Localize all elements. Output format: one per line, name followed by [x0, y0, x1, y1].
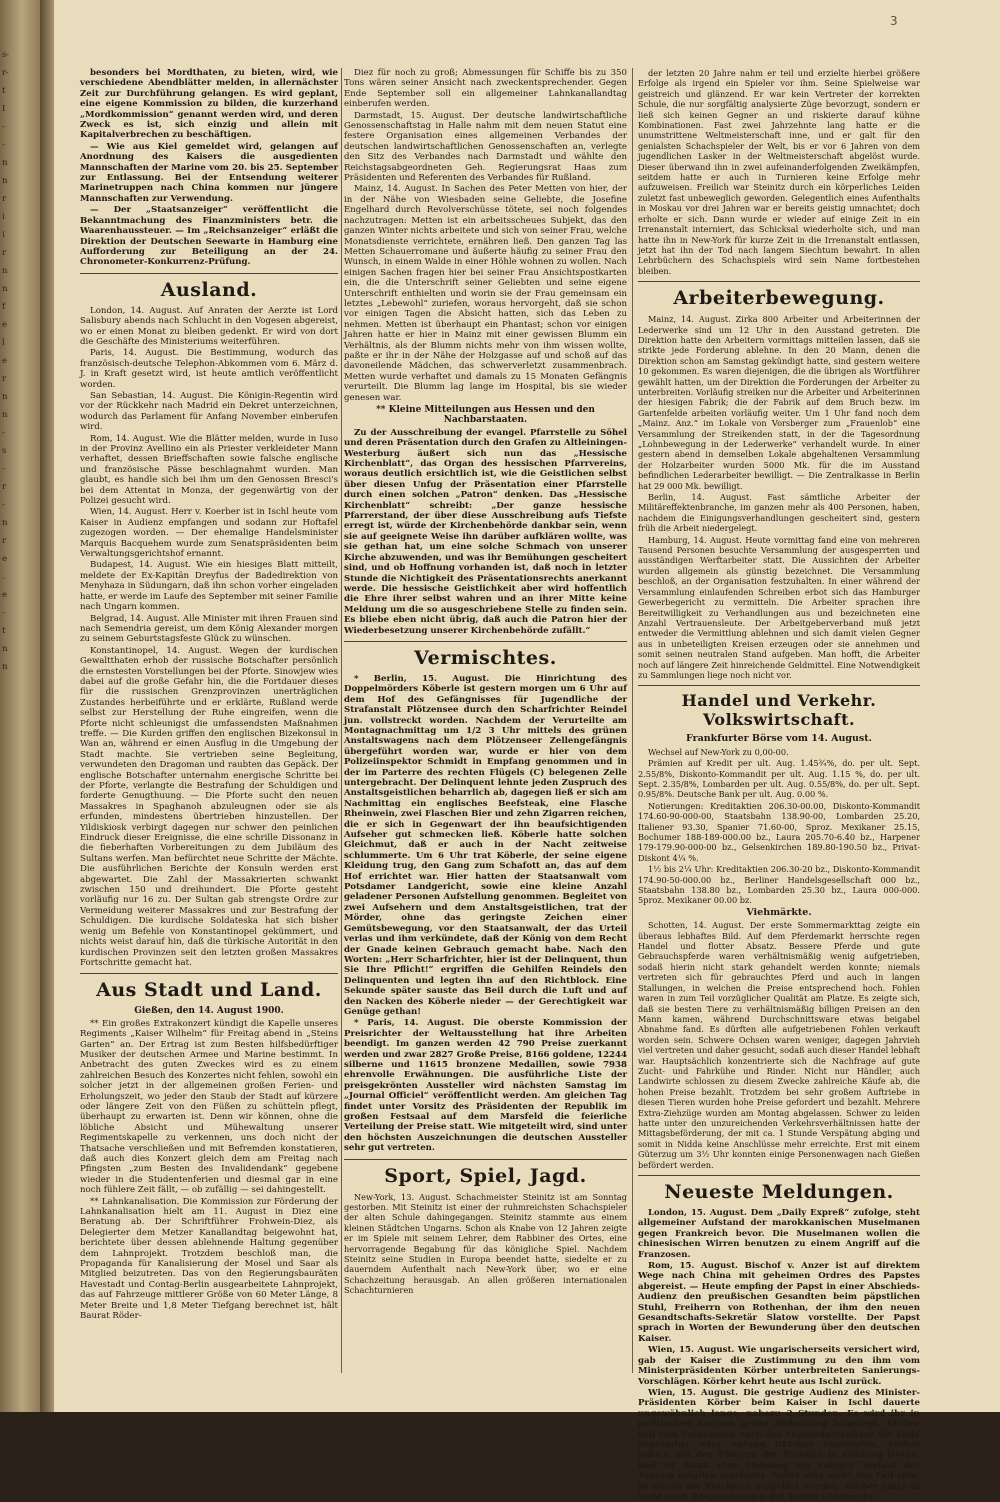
article-paragraph: San Sebastian, 14. August. Die Königin-Regentin wird vor der Rückkehr nach Madrid ein Dekret unterzeichnen, wodurch das Parlament für Anfang November einberufen wird.	[80, 390, 338, 433]
article-paragraph: Darmstadt, 15. August. Der deutsche landwirtschaftliche Genossenschaftstag in Halle nahm mit dem neuen Statut eine festere Organisation eines allgemeinen Verbandes der deutschen landwirtschaftlichen Genossenschaften an, verlegte den Sitz des Verbandes nach Darmstadt und wählte den Reichstagsabgeordneten Geh. Regierungsrat Haas zum Präsidenten und Referenten des Verbandes für Rußland.	[344, 110, 627, 184]
column-3	[638, 68, 920, 1502]
article-paragraph: Konstantinopel, 14. August. Wegen der kurdischen Gewaltthaten erhob der russische Botschafter persönlich die ernstesten Vorstellungen bei der Pforte. Sinowjew wies dabei auf die große Gefahr hin, die die Fortdauer dieses für die russischen Grenzprovinzen unerträglichen Zustandes herbeiführte und er erklärte, Rußland werde selbst zur Herstellung der Ruhe eingreifen, wenn die Pforte nicht schleunigst die umfassendsten Maßnahmen treffe. — Die Kurden griffen den englischen Bizekonsul in Wan an, während er einen Ausflug in die Umgebung der Stadt machte. Sie vertrieben seine Begleitung, verwundeten den Dragoman und raubten das Gepäck. Der englische Botschafter unternahm energische Schritte bei der Pforte, verlangte die Bestrafung der Schuldigen und forderte Genugthuung. — Die Pforte sucht den neuen Massakres in Spaghanoh abzuleugnen oder sie als erfunden, mindestens übertrieben hinzustellen. Der Yildiskiosk verbirgt dagegen nur schwer den peinlichen Eindruck dieser Ereignisse, die eine schrille Dissonanz in die fieberhaften Vorbereitungen zu dem Jubiläum des Sultans werfen. Man befürchtet neue Schritte der Mächte. Die ausführlichen Berichte der Konsuln werden erst abgewartet. Die Zahl der Massakrierten schwankt zwischen 150 und dreihundert. Die Pforte gesteht vorläufig nur 16 zu. Der Sultan gab strengste Ordre zur Vermeidung weiterer Massakres und zur Bestrafung der Schuldigen. Die kurdische Soldateska hat sich bisher wenig um Befehle von Konstantinopel gekümmert, und nichts weist darauf hin, daß die türkische Autorität in den kurdischen Provinzen seit den letzten großen Massakres Fortschritte gemacht hat.	[80, 645, 338, 968]
article-paragraph: ** Ein großes Extrakonzert kündigt die Kapelle unseres Regiments „Kaiser Wilhelm“ für Freitag abend in „Steins Garten“ an. Der Ertrag ist zum Besten hilfsbedürftiger Musiker der deutschen Armee und Marine bestimmt. In Anbetracht des guten Zweckes wird es zu einem zahlreichen Besuch des Konzertes nicht fehlen, sowohl ein solcher jetzt in der allgemeinen großen Ferien- und Erholungszeit, wo jeder den Staub der Stadt auf kürzere oder längere Zeit von den Füßen zu schütteln pflegt, überhaupt zu erwarten ist. Denn wir können, ohne die löbliche Absicht und Mühewaltung unserer Regimentskapelle zu verkennen, uns doch nicht der Thatsache verschließen und mit Befremden konstatieren, daß auch dies Konzert gleich dem am Freitag nach Pfingsten „zum Besten des Invalidendank“ gegebene wieder in die Studentenferien und diesmal gar in eine noch fühlere Zeit fällt, — ob zufällig — sei dahingestellt.	[80, 1018, 338, 1196]
column-divider	[632, 68, 633, 1373]
section-heading-neueste-meldungen: Neueste Meldungen.	[664, 1181, 894, 1203]
article-paragraph: London, 15. August. Dem „Daily Expreß“ zufolge, steht allgemeiner Aufstand der marokkanischen Muselmanen gegen Frankreich bevor. Die Muselmanen wollen die chinesischen Wirren benutzen zu einem Angriff auf die Franzosen.	[638, 1208, 920, 1260]
boerse-title: Frankfurter Börse vom 14. August.	[686, 733, 872, 745]
section-rule	[344, 1159, 627, 1160]
viehmarkt-articles	[638, 920, 920, 1170]
page-gutter	[40, 0, 54, 1412]
article-paragraph: Budapest, 14. August. Wie ein hiesiges Blatt mitteilt, meldete der Ex-Kapitän Dreyfus der Badedirektion von Menyhaza in Südungarn, daß ihn schon vorher eingeladen hatte, er werde im Laufe des September mit seiner Familie nach Ungarn kommen.	[80, 560, 338, 613]
section-heading-hessen: ** Kleine Mitteilungen aus Hessen und den Nachbarstaaten.	[376, 405, 595, 426]
section-rule	[638, 281, 920, 282]
article-paragraph: Prämien auf Kredit per ult. Aug. 1.45¾%, do. per ult. Sept. 2.55/8%, Diskonto-Kommandit per ult. Aug. 1.15 %, do. per ult. Sept. 2.35/8%, Lombarden per ult. Aug. 0.55/8%, do. per ult. Sept. 0.95/8%. Deutsche Bank per ult. Aug. 0.00 %.	[638, 758, 920, 800]
column-1	[80, 68, 338, 1378]
article-paragraph: New-York, 13. August. Schachmeister Steinitz ist am Sonntag gestorben. Mit Steinitz ist einer der ruhmreichsten Schachspieler der alten Schule dahingegangen. Steinitz stammte aus einem kleinen Städtchen Ungarns. Schon als Knabe von 12 Jahren zeigte er im Spiele mit seinem Lehrer, dem Rabbiner des Ortes, eine hervorragende Begabung für das königliche Spiel. Nachdem Steinitz seine Studien in Europa beendet hatte, siedelte er zu dauerndem Aufenthalt nach New-York über, wo er eine Schachzeitung herausgab. An allen größeren internationalen Schachturnieren	[344, 1191, 627, 1296]
article-paragraph: Schotten, 14. August. Der erste Sommermarkttag zeigte ein überaus lebhaftes Bild. Auf dem Pferdemarkt herrschte regen Handel und flotter Absatz. Bessere Pferde und gute Gebrauchspferde waren verhältnismäßig wenig aufgetrieben, sodaß hierin nicht stark gehandelt werden konnte; niemals vertreten sich für gebrauchtes Pferd und auch in langen Stallungen, in welchen die Preise entsprechend hoch. Fohlen waren in zum Teil vorzüglicher Qualität am Platze. Es zeigte sich, daß sie besten Tiere zu verhältnismäßig billigen Preisen an den Mann kamen, während Durchschnittsware etwas beigabel Abnahme fand. Es dürften alle aufgetriebenen Fohlen verkauft worden sein. Schwere Ochsen waren weniger, dagegen Jahrvieh viel vertreten und daher gesucht, sodaß auch dieser Handel lebhaft war. Hauptsächlich konzentrierte sich die Nachfrage auf gute Zucht- und Fahrkühe und Rinder. Nicht nur Händler, auch Landwirte schlossen zu diesem Zwecke zahlreiche Käufe ab, die hohen Preise bezahlt. Trotzdem bei sehr großem Auftriebe in diesen Tieren wurden hohe Preise gefordert und bezahlt. Mehrere Extra-Ziehzüge wurden am Montag abgelassen. Schwer zu leiden hatte unter den unzureichenden Verkehrsverhältnissen hatte der Mittagsbeförderung, der mit ca. 1 Stunde Verspätung abging und somit in Nidda keine Anschlüsse mehr erreichte. Erst mit einem Güterzug um 3½ Uhr konnten einige Personenwagen nach Gießen befördert werden.	[638, 920, 920, 1170]
stadt-articles	[80, 1019, 338, 1322]
article-paragraph: Hamburg, 14. August. Heute vormittag fand eine von mehreren Tausend Personen besuchte Versammlung der ausgesperrten und ausständigen Werftarbeiter statt. Die Aussichten der Arbeiter wurden allgemein als günstig bezeichnet. Die Versammlung beschloß, an der Organisation festzuhalten. In einer während der Versammlung einlaufenden Schreiben erbot sich das Hamburger Gewerbegericht zu vermitteln. Die Arbeiter sprachen ihre Bereitwilligkeit zu Verhandlungen aus und bezeichneten eine Anzahl Vertrauensleute. Der Arbeitgeberverband muß jetzt entweder die Vermittlung ablehnen und sich damit vielen Gegner aus in unbeteiligten Kreisen erzeugen oder sie annehmen und somit seinen neutralen Stand aufgeben. Man hofft, die Arbeiter noch auf längere Zeit hinreichende Geldmittel. Eine Notwendigkeit zu Sammlungen liege noch nicht vor.	[638, 534, 920, 680]
section-heading-sport: Sport, Spiel, Jagd.	[384, 1164, 587, 1187]
article-paragraph: London, 14. August. Auf Anraten der Aerzte ist Lord Salisbury abends nach Schlucht in den Vogesen abgereist, wo er einen Monat zu bleiben gedenkt. Er wird von dort die Geschäfte des Ministeriums weiterführen.	[80, 305, 338, 347]
viehmarkt-title: Viehmärkte.	[746, 906, 812, 918]
article-paragraph: Diez für noch zu groß; Abmessungen für Schiffe bis zu 350 Tons wären seiner Ansicht nach zweckentsprechender. Gegen Ende September soll ein allgemeiner Lahnkanallandtag einberufen werden.	[344, 68, 627, 110]
article-paragraph: — Wie aus Kiel gemeldet wird, gelangen auf Anordnung des Kaisers die ausgedienten Mannschaften der Marine vom 20. bis 25. September zur Entlassung. Bei der Entsendung weiterer Marinetruppen nach China kommen nur jüngere Mannschaften zur Verwendung.	[80, 141, 338, 204]
article-paragraph: Paris, 14. August. Die Bestimmung, wodurch das französisch-deutsche Telephon-Abkommen vom 6. März d. J. in Kraft gesetzt wird, ist heute amtlich veröffentlicht worden.	[80, 348, 338, 390]
previous-page-fragments: s- r- t I - - n n r i i r n n f e l e r n n - s - r - n r e . e - t n n	[2, 50, 9, 672]
section-rule	[638, 685, 920, 686]
article-paragraph: Zu der Ausschreibung der evangel. Pfarrstelle zu Söhel und deren Präsentation durch den Grafen zu Altleiningen-Westerburg äußert sich nun das „Hessische Kirchenblatt“, das Organ des hessischen Pfarrvereins, woraus deutlich ersichtlich ist, wie die Geistlichen selbst über diesen Unfug der Präsentation einer Pfarrstelle durch einen solchen „Patron“ denken. Das „Hessische Kirchenblatt“ schreibt: „Der ganze hessische Pfarrerstand, der über diese Ausschreibung aufs Tiefste erregt ist, würde der Kirchenbehörde dankbar sein, wenn sie auf geeignete Weise ihn darüber aufklären wollte, was sie gethan hat, um eine solche Schmach von unserer Kirche abzuwenden, und was ihr Bemühungen gescheitert sind, und ob Hoffnung vorhanden ist, daß noch in letzter Stunde die Nichtigkeit des Präsentationsrechts anerkannt werde. Die hessische Geistlichkeit aber wird hoffentlich die Ehre ihrer selbst wahren und an ihrer Mitte keine Meldung um die so ausgeschriebene Stelle zu finden sein. Es bliebe eben nicht übrig, daß auch die Patron hier der Wiederbesetzung unserer Kirchenbehörde zufällt.“	[344, 427, 627, 636]
section-rule	[638, 1175, 920, 1176]
arbeiter-articles	[638, 314, 920, 680]
sport-articles	[344, 1192, 627, 1296]
article-paragraph: Wien, 15. August. Die gestrige Audienz des Minister-Präsidenten Körber beim Kaiser in Ischl dauerte ungewöhnlich lange, nahezu 2 Stunden. Es wird ihr in politischen Kreisen große Bedeutung beigelegt. Körber will vom Vernehmen nach das Abgeordnetenhaus für Ende September oder Anfang Oktober einberufen, vorher jedoch mit den Führern der Parteien in Fühlung treten, weil er damit eine Meinung ein ruhiger Verlauf der Tagung möglich erscheint. Sollte dies nicht der Fall sein, so würde der Reichsrat aufgelöst werden. Körber hatte in Ischl auch Besprechungen mit Baron Chlumecky.	[638, 1387, 920, 1502]
article-paragraph: Wechsel auf New-York zu 0,00-00.	[648, 746, 789, 757]
article-paragraph: Mainz, 14. August. Zirka 800 Arbeiter und Arbeiterinnen der Lederwerke sind um 12 Uhr in den Ausstand getreten. Die Direktion hatte den Arbeitern vormittags mitteilen lassen, daß sie strikte jede Forderung ablehne. In den 20 Mann, denen die Direktion schon am Samstag gekündigt hatte, sind gestern weitere 10 gekommen. Es waren diejenigen, die die übrigen als Wortführer gewählt hatten, um der Direktion die Forderungen der Arbeiter zu unterbreiten. Vorläufig streiken nur die Arbeiter und Arbeiterinnen der hiesigen Fabrik; die der Fabrik auf dem Bruch bezw. im Gartenfelde arbeiten vorläufig weiter. Um 1 Uhr fand noch dem „Mainz. Anz.“ im Lokale von Vorsberger zum „Frauenlob“ eine Versammlung der Streikenden statt, in der die Tagesordnung „Lohnbewegung in der Lederwerke“ verhandelt wurde. In einer gestern abend in demselben Lokale abgehaltenen Versammlung der Holzarbeiter wurden 5000 Mk. für die im Ausstand befindlichen Lederarbeiter bewilligt. — Die Zentralkasse in Berlin hat 29 000 Mk. bewilligt.	[638, 314, 920, 491]
article-paragraph: der letzten 20 Jahre nahm er teil und erzielte hierbei größere Erfolge als irgend ein Spieler vor ihm. Seine Spielweise war geistreich und glänzend. Er war kein Vertreter der korrekten Schule, die nur sorgfältig analysierte Züge bevorzugt, sondern er ließ sich keinen Gegner an und riskierte darauf kühne Kombinationen. Fast zwei Jahrzehnte lang hatte er die unumstrittene Weltmeisterschaft inne, und er galt für den genialsten Schachspieler der Welt, bis er vor 6 Jahren von dem jugendlichen Lasker in der Weltmeisterschaft abgelöst wurde. Dieser überwand ihn in zwei aufeinanderfolgenden Zweikämpfen, seitdem hatte er auch in Turnieren keine Erfolge mehr aufzuweisen. Freilich war Steinitz durch ein körperliches Leiden zuletzt fast unbeweglich geworden. Gelegentlich eines Aufenthalts in Moskau vor drei Jahren war er bereits geistig umnachtet; doch erholte er sich. Dann wurde er wieder auf einige Zeit in ein Irrenanstalt interniert, das Schicksal wiederholte sich, und man hatte ihn in New-York für kurze Zeit in die Irrenanstalt entlassen, jetzt hat ihn der Tod nach langem Siechtum bewahrt. In allen Lehrbüchern des Schachspiels wird sein Name fortbestehen bleiben.	[638, 68, 920, 276]
article-paragraph: * Paris, 14. August. Die oberste Kommission der Preisrichter der Weltausstellung hat ihre Arbeiten beendigt. Im ganzen werden 42 790 Preise zuerkannt werden und zwar 2827 Große Preise, 8166 goldene, 12244 silberne und 11615 bronzene Medaillen, sowie 7938 ehrenvolle Erwähnungen. Die ausführliche Liste der preisgekrönten Aussteller wird nächsten Samstag im „Journal Officiel“ veröffentlicht werden. Am gleichen Tag findet unter Vorsitz des Präsidenten der Republik im großen Festsaal auf dem Marsfeld die feierliche Verteilung der Preise statt. Wie mitgeteilt wird, sind unter den höchsten Auszeichnungen die deutschen Aussteller sehr gut vertreten.	[344, 1018, 627, 1154]
section-heading-vermischtes: Vermischtes.	[414, 646, 557, 669]
article-paragraph: Wien, 15. August. Wie ungarischerseits versichert wird, gab der Kaiser die Zustimmung zu den ihm vom Ministerpräsidenten Körber unterbreiteten Sanierungs-Vorschlägen. Körber kehrt heute aus Ischl zurück.	[638, 1345, 920, 1387]
ausland-articles	[80, 306, 338, 969]
dateline: Gießen, den 14. August 1900.	[134, 1006, 284, 1017]
section-rule	[80, 273, 338, 274]
article-paragraph: Rom, 15. August. Bischof v. Anzer ist auf direktem Wege nach China mit geheimen Ordres des Papstes abgereist. — Heute empfing der Papst in einer Abschieds-Audienz den preußischen Gesandten beim päpstlichen Stuhl, Freiherrn von Rothenhan, der ihm den neuen Gesandtschafts-Sekretär Slatow vorstellte. Der Papst sprach in Worten der Bewunderung über den deutschen Kaiser.	[638, 1261, 920, 1344]
article-paragraph: besonders bei Mordthaten, zu bieten, wird, wie verschiedene Abendblätter melden, in allernächster Zeit zur Durchführung gelangen. Es wird geplant, eine eigene Kommission zu bilden, die kurzerhand „Mordkommission“ genannt werden wird, und deren Zweck es ist, sich einzig und allein mit Kapitalverbrechen zu beschäftigen.	[80, 68, 338, 141]
vermischtes-articles	[344, 674, 627, 1154]
hessen-articles	[344, 428, 627, 636]
article-paragraph: Mainz, 14. August. In Sachen des Peter Metten von hier, der in der Nähe von Wiesbaden seine Geliebte, die Josefine Engelhard durch Revolverschüsse tötete, sei noch folgendes nachzutragen: Metten ist ein arbeitsscheues Subjekt, das den ganzen Winter nichts arbeitete und sich von seiner Frau, welche Monatsdienste verrichtete, ernähren ließ. Den ganzen Tag las Metten Schauerromane und äußerte häufig zu seiner Frau den Wunsch, in einem Walde in einer Höhle wohnen zu wollen. Nach einigen Sachen fragen hier bei seiner Frau Ansichtspostkarten ein, die die Unterschrift seiner Geliebten und seine eigene Unterschrift enthielten und worin sie der Frau gemeinsam ein letztes „Lebewohl“ zuriefen, woraus hervorgeht, daß sie schon vor einigen Tagen die Absicht hatten, sich das Leben zu nehmen. Metten ist überhaupt ein Phantast; schon vor einigen Jahren hatte er hier in Mainz mit einer gewissen Blumm ein Verhältnis, als der Blumm nichts mehr von ihm wissen wollte, paßte er ihr in der Nähe der Holzgasse auf und schoß auf das davoneilende Mädchen, das schwerverletzt zusammenbrach. Metten wurde verhaftet und damals zu 15 Monaten Gefängnis verurteilt. Die Blumm lag lange im Hospital, bis sie wieder genesen war.	[344, 184, 627, 403]
article-paragraph: Belgrad, 14. August. Alle Minister mit ihren Frauen sind nach Semendria gereist, um dem König Alexander morgen zu seinem Geburtstagsfeste Glück zu wünschen.	[80, 613, 338, 645]
column-divider	[341, 68, 342, 1373]
article-paragraph: — Der „Staatsanzeiger“ veröffentlicht die Bekanntmachung des Finanzministers betr. die Waarenhaussteuer. — Im „Reichsanzeiger“ erläßt die Direktion der Deutschen Seewarte in Hamburg eine Aufforderung zur Beteiligung an der 24. Chronometer-Konkurrenz-Prüfung.	[80, 205, 338, 268]
section-rule	[80, 973, 338, 974]
section-rule	[344, 641, 627, 642]
section-heading-stadt-und-land: Aus Stadt und Land.	[96, 979, 322, 1002]
article-paragraph: Notierungen: Kreditaktien 206.30-00.00, Diskonto-Kommandit 174.60-90-000-00, Staatsbahn 138.90-00, Lombarden 25.20, Italiener 93.30, Spanier 71.60-00, Sproz. Mexikaner 25.15, Bochumer 188-189-000.00 bz., Laura 205.70-6.40 bz., Harpener 179-179.90-000-00 bz., Gelsenkirchen 189.80-190.50 bz., Privat-Diskont 4¼ %.	[638, 800, 920, 863]
previous-page-edge	[0, 0, 40, 1412]
boerse-listings	[638, 747, 920, 906]
article-paragraph: Rom, 14. August. Wie die Blätter melden, wurde in Iuso in der Provinz Avellino ein als Priester verkleideter Mann verhaftet, dessen Brieffschaften sowie falsche englische und französische Pässe beschlagnahmt wurden. Man glaubt, es handle sich bei ihm um den Genossen Bresci's bei dem Attentat in Monza, der gegenwärtig von der Polizei gesucht wird.	[80, 433, 338, 507]
neueste-articles	[638, 1208, 920, 1502]
article-paragraph: 1½ bis 2¼ Uhr: Kreditaktien 206.30-20 bz., Diskonto-Kommandit 174.90-50-000.00 bz., Berliner Handelsgesellschaft 000 bz., Staatsbahn 138.80 bz., Lombarden 25.30 bz., Laura 000-000. 5proz. Mexikaner 00.00 bz.	[638, 864, 920, 906]
article-paragraph: * Berlin, 15. August. Die Hinrichtung des Doppelmörders Köberle ist gestern morgen um 6 Uhr auf dem Hof des Gefängnisses für Jugendliche der Strafanstalt Plötzensee durch den Scharfrichter Reindel jun. vollstreckt worden. Nachdem der Verurteilte am Montagnachmittag um 1/2 3 Uhr mittels des grünen Anstaltswagens nach dem Plötzenseer Zellengefängnis übergeführt worden war, wurde er hier von dem Polizeiinspektor Schmidt in Empfang genommen und in der im Parterre des rechten Flügels (C) belegenen Zelle untergebracht. Der Delinquent lehnte jeden Zuspruch des Anstaltsgeistlichen beharrlich ab, dagegen ließ er sich am Nachmittag ein englisches Beefsteak, eine Flasche Rheinwein, zwei Flaschen Bier und zehn Zigarren reichen, die er sich in Gegenwart der ihn beaufsichtigenden Aufseher gut schmecken ließ. Köberle hatte solchen Gleichmut, daß er auch in der Nacht zeitweise schlummerte. Um 6 Uhr trat Köberle, der seine eigene Kleidung trug, den Gang zum Schafott an, das auf dem Hof errichtet war. Hier hatten der Staatsanwalt vom Potsdamer Landgericht, sowie eine kleine Anzahl geladener Personen Aufstellung genommen. Begleitet von zwei Aufsehern und dem Anstaltsgeistlichen, trat der Mörder, ohne das geringste Zeichen einer Gemütsbewegung, vor den Staatsanwalt, der das Urteil verlas und ihm verkündete, daß der König von dem Recht der Gnade keinen Gebrauch gemacht habe. Nach den Worten: „Herr Scharfrichter, hier ist der Delinquent, thun Sie Ihre Pflicht!“ ergriffen die Gehilfen Reindels den Delinquenten und legten ihn auf den Richtblock. Eine Sekunde später sauste das Beil durch die Luft und auf den Nacken des Köberle nieder — der Gerechtigkeit war Genüge gethan!	[344, 673, 627, 1017]
section-heading-arbeiterbewegung: Arbeiterbewegung.	[673, 287, 885, 310]
article-paragraph: Berlin, 14. August. Fast sämtliche Arbeiter der Militäreffektenbranche, im ganzen mehr als 400 Personen, haben, nachdem die Einigungsverhandlungen gescheitert sind, gestern früh die Arbeit niedergelegt.	[638, 492, 920, 534]
sport-continuation	[638, 68, 920, 276]
section-heading-ausland: Ausland.	[160, 278, 258, 301]
lahn-continuation	[344, 68, 627, 403]
column-2	[344, 68, 627, 1378]
intro-articles	[80, 68, 338, 268]
article-paragraph: ** Lahnkanalisation. Die Kommission zur Förderung der Lahnkanalisation hielt am 11. August in Diez eine Beratung ab. Der Schriftführer Frohwein-Diez, als Delegierter dem Metzer Kanallandtag beigewohnt hat, berichtete über dessen ablehnende Haltung gegenüber dem Lahnprojekt. Trotzdem beschloß man, die Propaganda für Kanalisierung der Mosel und Saar als Mitglied beizutreten. Das von den Regierungsbauräten Havestadt und Contag-Berlin ausgearbeitete Lahnprojekt, das auf Fahrzeuge mittlerer Größe von 60 Meter Länge, 8 Meter Breite und 1,8 Meter Tiefgang berechnet ist, hält Baurat Röder-	[80, 1196, 338, 1322]
section-heading-handel: Handel und Verkehr. Volkswirtschaft.	[681, 691, 877, 730]
article-paragraph: Wien, 14. August. Herr v. Koerber ist in Ischl heute vom Kaiser in Audienz empfangen und sodann zur Hoftafel zugezogen worden. — Der ehemalige Handelsminister Marquis Bacquehem wurde zum Senatspräsidenten beim Verwaltungsgerichtshof ernannt.	[80, 507, 338, 560]
page-number: 3	[890, 14, 898, 28]
